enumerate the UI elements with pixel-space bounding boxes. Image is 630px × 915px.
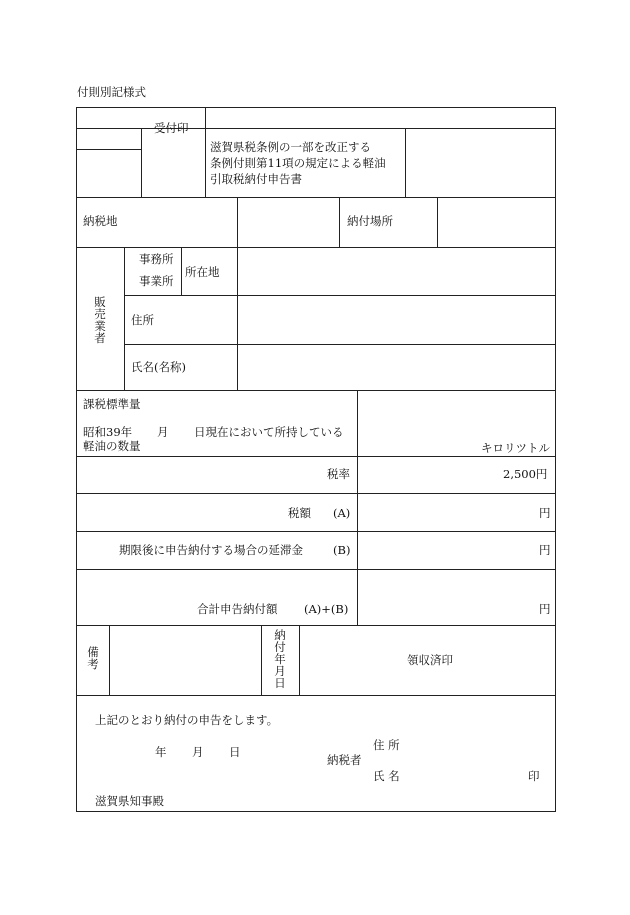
declaration-day: 日: [229, 745, 241, 759]
taxpayer-address-label: 住 所: [373, 738, 400, 752]
tax-base-title: 課税標準量: [83, 397, 141, 411]
address-label: 住所: [131, 313, 154, 327]
remarks-label: 備考: [87, 645, 99, 671]
tax-base-era: 昭和39年: [83, 425, 133, 439]
declaration-year: 年: [155, 745, 167, 759]
total-label: 合計申告納付額: [197, 602, 278, 616]
tax-rate-value: 2,500円: [503, 467, 548, 481]
tax-amount-code: (A): [333, 506, 351, 520]
tax-base-unit: キロリツトル: [481, 441, 550, 455]
seller-group-label: 販売業者: [94, 295, 106, 345]
payment-place-label: 納付場所: [347, 214, 393, 228]
late-fee-label: 期限後に申告納付する場合の延滞金: [119, 543, 303, 557]
seal-mark: 印: [528, 769, 540, 783]
tax-rate-label: 税率: [327, 467, 350, 481]
payment-date-label: 納付年月日: [274, 628, 286, 690]
declaration-month: 月: [192, 745, 204, 759]
document-title-line-1: 滋賀県税条例の一部を改正する: [210, 140, 371, 154]
declaration-statement: 上記のとおり納付の申告をします。: [95, 713, 279, 727]
taxpayer-label: 納税者: [327, 753, 362, 767]
late-fee-unit: 円: [539, 543, 551, 557]
late-fee-code: (B): [333, 543, 351, 557]
total-code: (A)+(B): [304, 602, 349, 616]
tax-place-label: 納税地: [83, 214, 118, 228]
tax-base-quantity-label: 軽油の数量: [83, 439, 141, 453]
receipt-stamp-label: 受付印: [154, 121, 189, 135]
tax-amount-label: 税額: [288, 506, 311, 520]
tax-base-month: 月: [157, 425, 169, 439]
name-label: 氏名(名称): [131, 360, 186, 374]
document-title-line-2: 条例付則第11項の規定による軽油: [210, 156, 386, 170]
location-label: 所在地: [185, 265, 220, 279]
office-label-1: 事務所: [139, 252, 174, 266]
addressee: 滋賀県知事殿: [95, 794, 164, 808]
tax-amount-unit: 円: [539, 506, 551, 520]
tax-base-date-text: 日現在において所持している: [194, 425, 344, 439]
document-title-line-3: 引取税納付申告書: [210, 172, 302, 186]
form-label: 付則別記様式: [77, 85, 146, 99]
tax-declaration-form: [76, 107, 556, 812]
total-unit: 円: [539, 602, 551, 616]
taxpayer-name-label: 氏 名: [373, 769, 400, 783]
office-label-2: 事業所: [139, 274, 174, 288]
receipt-label: 領収済印: [407, 653, 453, 667]
